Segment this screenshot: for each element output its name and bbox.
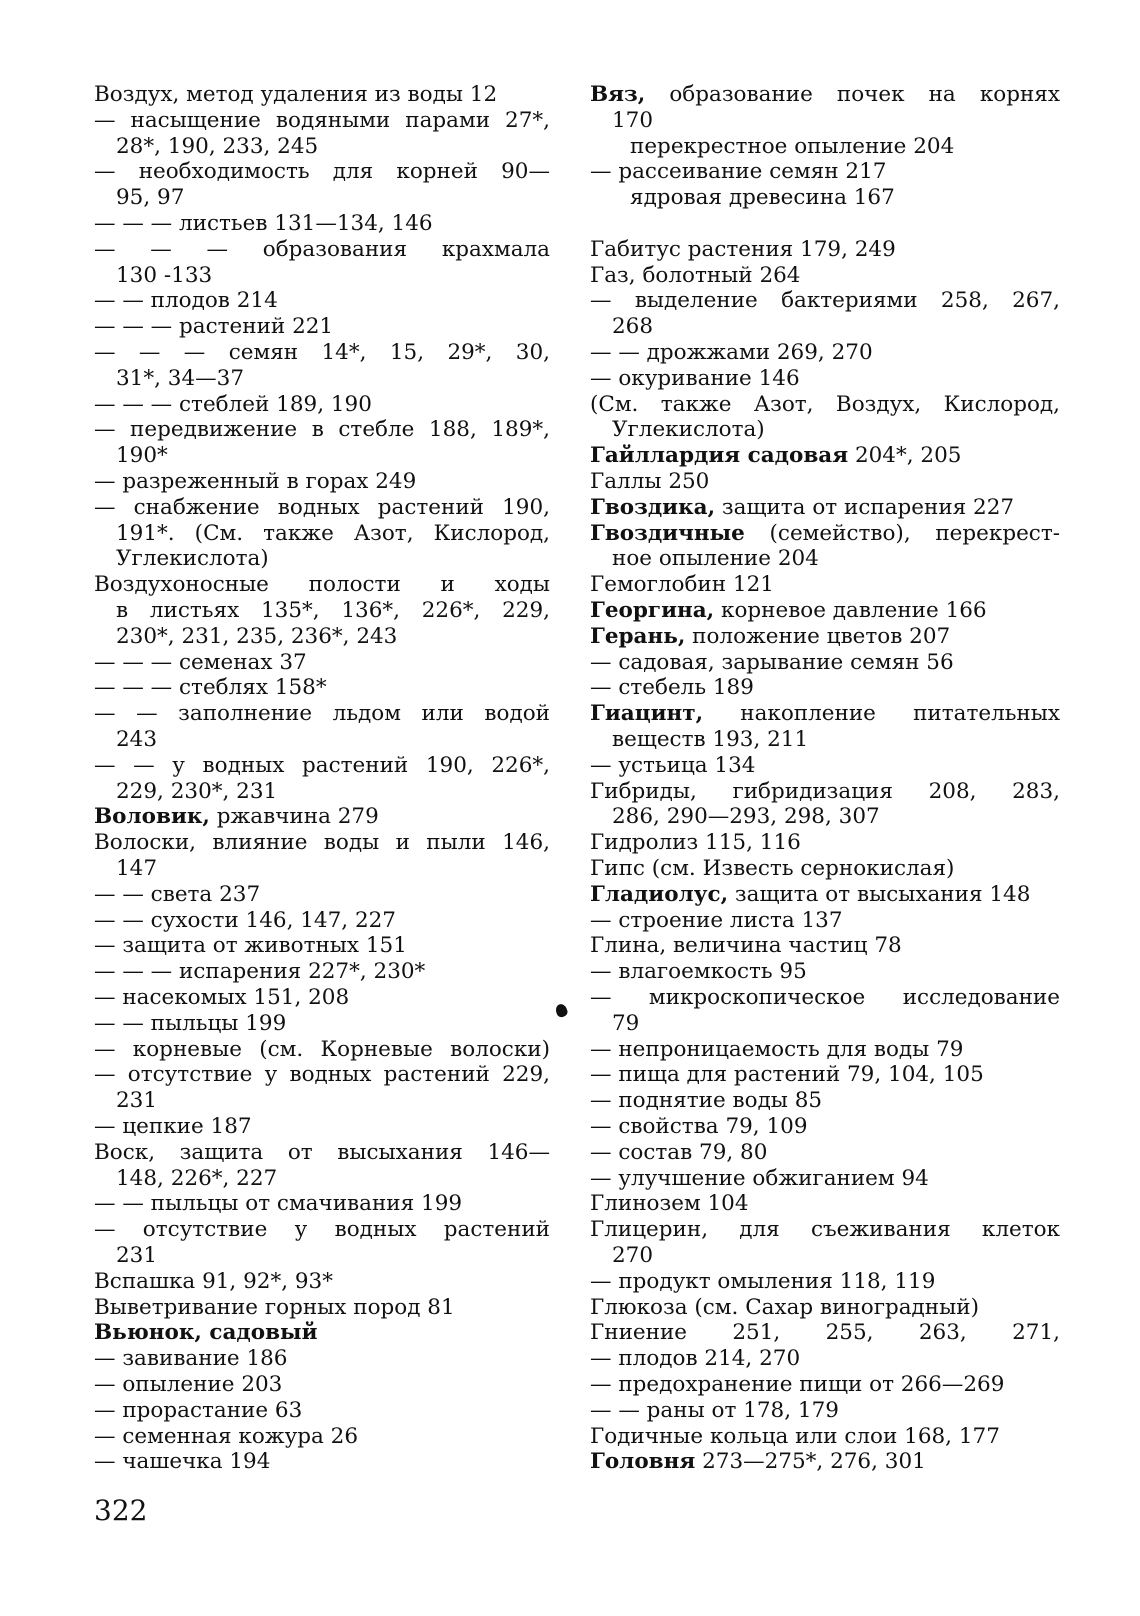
left-index-entry (94, 211, 550, 237)
entry-text: — опыление 203 (94, 1372, 283, 1397)
entry-text: — окуривание 146 (590, 365, 800, 391)
left-index-entry (94, 675, 550, 701)
entry-text: — устьица 134 (590, 752, 756, 778)
right-index-entry (590, 134, 1060, 160)
right-index-entry (590, 108, 1060, 134)
left-index-entry (94, 417, 550, 443)
right-index-entry (590, 288, 1060, 314)
entry-text: образование почек на корнях (645, 82, 1060, 107)
left-index-entry (94, 1037, 550, 1063)
left-index-entry (94, 830, 550, 856)
right-index-entry (590, 417, 1060, 443)
entry-text: — — — образования крахмала (94, 236, 550, 262)
entry-text: Глицерин, для съеживания клеток (590, 1217, 1060, 1243)
entry-text: — — заполнение льдом или водой (94, 701, 550, 727)
entry-text: — — — семян 14*, 15, 29*, 30, (94, 340, 550, 365)
entry-text: 130 -133 (116, 262, 213, 288)
left-index-entry (94, 882, 550, 908)
left-index-entry (94, 985, 550, 1011)
right-index-entry (590, 263, 1060, 289)
right-index-entry (590, 933, 1060, 959)
right-index-entry (590, 701, 1060, 727)
left-index-entry (94, 727, 550, 753)
entry-text: — — — стеблях 158* (94, 675, 327, 701)
right-index-entry (590, 1372, 1060, 1398)
right-index-entry (590, 1269, 1060, 1295)
entry-text: Газ, болотный 264 (590, 262, 801, 288)
entry-text: 270 (612, 1243, 654, 1268)
entry-text: — — — растений 221 (94, 314, 334, 340)
right-index-entry (590, 314, 1060, 340)
entry-text: (семейство), перекрест- (744, 520, 1060, 546)
entry-text: — отсутствие у водных растений (94, 1217, 550, 1243)
left-index-entry (94, 1449, 550, 1475)
right-index-entry (590, 1166, 1060, 1192)
entry-text: Годичные кольца или слои 168, 177 (590, 1423, 1000, 1449)
entry-text: Углекислота) (612, 417, 765, 443)
right-index-entry (590, 1449, 1060, 1475)
entry-text: — непроницаемость для воды 79 (590, 1036, 964, 1062)
right-index-entry (590, 340, 1060, 366)
left-index-entry (94, 1243, 550, 1269)
entry-text: Воск, защита от высыхания 146— (94, 1139, 550, 1165)
right-index-entry (590, 546, 1060, 572)
entry-text: — влагоемкость 95 (590, 959, 807, 985)
left-index-entry (94, 1320, 550, 1346)
right-index-entry (590, 908, 1060, 934)
left-index-entry (94, 804, 550, 830)
entry-text: 28*, 190, 233, 245 (116, 133, 319, 159)
entry-text: 204*, 205 (848, 443, 962, 469)
left-index-entry (94, 340, 550, 366)
entry-text: — снабжение водных растений 190, (94, 494, 550, 520)
entry-text: в листьях 135*, 136*, 226*, 229, (116, 598, 550, 623)
entry-text: 170 (612, 107, 654, 133)
entry-text: — строение листа 137 (590, 907, 843, 933)
entry-text: Глюкоза (см. Сахар виноградный) (590, 1294, 979, 1320)
entry-text: Гниение 251, 255, 263, 271, (590, 1320, 1060, 1346)
entry-text: — отсутствие у водных растений 229, (94, 1062, 550, 1088)
entry-text: — — — листьев 131—134, 146 (94, 211, 433, 236)
right-index-entry (590, 237, 1060, 263)
right-index-entry (590, 1346, 1060, 1372)
entry-text: Гибриды, гибридизация 208, 283, (590, 778, 1060, 804)
left-index-entry (94, 753, 550, 779)
left-index-entry (94, 1346, 550, 1372)
entry-text: — — — испарения 227*, 230* (94, 959, 426, 985)
entry-text: — микроскопическое исследование (590, 985, 1060, 1010)
entry-text: — необходимость для корней 90— (94, 159, 550, 185)
left-index-entry (94, 908, 550, 934)
right-index-entry (590, 650, 1060, 676)
left-index-entry (94, 469, 550, 495)
left-index-entry (94, 288, 550, 314)
entry-text: — — света 237 (94, 881, 261, 907)
entry-text: — защита от животных 151 (94, 933, 407, 959)
right-index-entry (590, 1243, 1060, 1269)
entry-text: 229, 230*, 231 (116, 778, 278, 804)
entry-text: Воздухоносные полости и ходы (94, 572, 550, 598)
entry-text: — стебель 189 (590, 675, 754, 701)
left-index-entry (94, 856, 550, 882)
right-index-entry (590, 159, 1060, 185)
entry-text: Глинозем 104 (590, 1191, 749, 1217)
left-index-entry (94, 959, 550, 985)
entry-headword: Вьюнок, садовый (94, 1320, 318, 1346)
right-index-entry (590, 572, 1060, 598)
entry-text: — свойства 79, 109 (590, 1114, 808, 1139)
right-index-entry (590, 1398, 1060, 1424)
right-index-entry (590, 856, 1060, 882)
entry-text: — улучшение обжиганием 94 (590, 1165, 929, 1191)
left-index-entry (94, 443, 550, 469)
entry-text: — завивание 186 (94, 1346, 288, 1372)
entry-headword: Георгина, (590, 598, 715, 623)
left-index-entry (94, 82, 550, 108)
entry-text: — корневые (см. Корневые волоски) (94, 1036, 550, 1062)
left-index-entry (94, 1114, 550, 1140)
entry-text: — пища для растений 79, 104, 105 (590, 1062, 984, 1088)
entry-text: — разреженный в горах 249 (94, 469, 417, 494)
left-index-entry (94, 314, 550, 340)
page-number: 322 (94, 1494, 148, 1527)
entry-text: — — плодов 214 (94, 288, 278, 314)
entry-text: Гемоглобин 121 (590, 572, 774, 598)
entry-text: ядровая древесина 167 (630, 185, 895, 211)
right-index-entry (590, 443, 1060, 469)
entry-text: — — пыльцы 199 (94, 1010, 287, 1036)
entry-text: — — раны от 178, 179 (590, 1397, 839, 1423)
left-index-entry (94, 134, 550, 160)
entry-text: — рассеивание семян 217 (590, 159, 887, 185)
entry-text: — семенная кожура 26 (94, 1423, 359, 1449)
right-index-entry (590, 1140, 1060, 1166)
left-index-entry (94, 933, 550, 959)
right-index-entry (590, 830, 1060, 856)
entry-text: — передвижение в стебле 188, 189*, (94, 417, 550, 443)
right-index-entry (590, 495, 1060, 521)
right-index-entry (590, 675, 1060, 701)
left-index-entry (94, 392, 550, 418)
entry-text: — состав 79, 80 (590, 1139, 768, 1165)
entry-text: Гипс (см. Известь сернокислая) (590, 856, 955, 881)
entry-headword: Гиацинт, (590, 701, 704, 727)
entry-text: — — дрожжами 269, 270 (590, 340, 873, 365)
left-index-entry (94, 1011, 550, 1037)
entry-text: Волоски, влияние воды и пыли 146, (94, 830, 550, 856)
entry-text: защита от высыхания 148 (728, 881, 1031, 907)
left-index-entry (94, 1166, 550, 1192)
entry-text: 148, 226*, 227 (116, 1165, 278, 1191)
left-index-entry (94, 1062, 550, 1088)
entry-text: перекрестное опыление 204 (630, 133, 955, 159)
entry-text: Глина, величина частиц 78 (590, 933, 902, 959)
right-index-entry (590, 1320, 1060, 1346)
right-index-entry (590, 211, 1060, 237)
left-index-entry (94, 185, 550, 211)
entry-text: 243 (116, 727, 158, 752)
left-index-entry (94, 1140, 550, 1166)
entry-headword: Вяз, (590, 82, 646, 107)
entry-text: — — пыльцы от смачивания 199 (94, 1191, 463, 1217)
left-index-entry (94, 779, 550, 805)
left-index-entry (94, 701, 550, 727)
entry-text: Углекислота) (116, 546, 269, 572)
right-index-entry (590, 1114, 1060, 1140)
entry-text: 231 (116, 1243, 158, 1268)
right-index-entry (590, 985, 1060, 1011)
right-index-entry (590, 1062, 1060, 1088)
entry-headword: Герань, (590, 623, 686, 649)
entry-text: — плодов 214, 270 (590, 1346, 801, 1372)
right-index-entry (590, 1217, 1060, 1243)
ink-blot (554, 1003, 568, 1019)
entry-text: 190* (116, 443, 168, 469)
entry-text: — — сухости 146, 147, 227 (94, 907, 396, 933)
right-index-entry (590, 1295, 1060, 1321)
entry-text: Воздух, метод удаления из воды 12 (94, 82, 498, 107)
entry-headword: Гайллардия садовая (590, 443, 849, 469)
entry-text: 268 (612, 314, 654, 340)
left-index-entry (94, 650, 550, 676)
entry-text: — предохранение пищи от 266—269 (590, 1372, 1005, 1397)
entry-text: 231 (116, 1088, 158, 1114)
entry-text: — насекомых 151, 208 (94, 985, 350, 1010)
left-index-entry (94, 624, 550, 650)
entry-text: — прорастание 63 (94, 1397, 303, 1423)
left-index-entry (94, 1424, 550, 1450)
entry-text: 147 (116, 856, 158, 881)
right-index-entry (590, 779, 1060, 805)
entry-text: Выветривание горных пород 81 (94, 1294, 455, 1320)
entry-text: — садовая, зарывание семян 56 (590, 649, 954, 675)
entry-headword: Головня (590, 1449, 696, 1475)
entry-text: — цепкие 187 (94, 1114, 252, 1139)
left-index-entry (94, 1191, 550, 1217)
right-index-entry (590, 753, 1060, 779)
entry-text: — выделение бактериями 258, 267, (590, 288, 1060, 314)
left-index-entry (94, 159, 550, 185)
left-index-entry (94, 495, 550, 521)
left-index-entry (94, 521, 550, 547)
right-index-entry (590, 1424, 1060, 1450)
left-index-entry (94, 1398, 550, 1424)
right-index-entry (590, 598, 1060, 624)
entry-text: 31*, 34—37 (116, 365, 244, 391)
entry-text: 230*, 231, 235, 236*, 243 (116, 623, 398, 649)
right-index-entry (590, 882, 1060, 908)
left-index-entry (94, 1217, 550, 1243)
entry-text: веществ 193, 211 (612, 727, 809, 752)
entry-text: 79 (612, 1010, 640, 1036)
entry-headword: Гвоздичные (590, 520, 745, 546)
entry-text: — — — стеблей 189, 190 (94, 391, 372, 417)
right-index-entry (590, 366, 1060, 392)
entry-text: 191*. (См. также Азот, Кислород, (116, 520, 550, 546)
entry-text: защита от испарения 227 (715, 494, 1015, 520)
left-index-entry (94, 1295, 550, 1321)
entry-text: 95, 97 (116, 185, 185, 211)
entry-text: — — у водных растений 190, 226*, (94, 752, 550, 778)
right-index-entry (590, 727, 1060, 753)
entry-headword: Гладиолус, (590, 881, 729, 907)
entry-headword: Воловик, (94, 804, 210, 830)
right-index-entry (590, 82, 1060, 108)
right-index-entry (590, 1191, 1060, 1217)
left-index-entry (94, 108, 550, 134)
entry-text: Галлы 250 (590, 469, 710, 494)
entry-text: Гидролиз 115, 116 (590, 830, 801, 856)
entry-text: положение цветов 207 (685, 623, 951, 649)
left-index-entry (94, 1269, 550, 1295)
entry-headword: Гвоздика, (590, 494, 716, 520)
left-index-entry (94, 546, 550, 572)
right-index-entry (590, 1011, 1060, 1037)
entry-text: Вспашка 91, 92*, 93* (94, 1268, 333, 1294)
entry-text: Габитус растения 179, 249 (590, 236, 896, 262)
right-index-entry (590, 185, 1060, 211)
right-index-entry (590, 1037, 1060, 1063)
entry-text: — продукт омыления 118, 119 (590, 1268, 936, 1294)
right-index-entry (590, 1088, 1060, 1114)
left-index-entry (94, 366, 550, 392)
entry-text: (См. также Азот, Воздух, Кислород, (590, 391, 1060, 417)
right-index-entry (590, 624, 1060, 650)
entry-text: 273—275*, 276, 301 (695, 1449, 926, 1475)
entry-text: ржавчина 279 (209, 804, 379, 830)
left-index-entry (94, 598, 550, 624)
entry-text: ное опыление 204 (612, 546, 819, 572)
entry-text: корневое давление 166 (714, 598, 987, 623)
left-index-entry (94, 1372, 550, 1398)
entry-text: — чашечка 194 (94, 1449, 271, 1475)
right-index-entry (590, 469, 1060, 495)
entry-text: — — — семенах 37 (94, 649, 307, 675)
right-index-entry (590, 392, 1060, 418)
left-index-entry (94, 263, 550, 289)
right-index-entry (590, 959, 1060, 985)
entry-text: — насыщение водяными парами 27*, (94, 107, 550, 133)
left-index-entry (94, 237, 550, 263)
right-index-entry (590, 804, 1060, 830)
entry-text: — поднятие воды 85 (590, 1088, 823, 1114)
entry-text: 286, 290—293, 298, 307 (612, 804, 880, 830)
entry-text: накопление питательных (703, 701, 1060, 727)
left-index-entry (94, 1088, 550, 1114)
right-index-entry (590, 521, 1060, 547)
left-index-entry (94, 572, 550, 598)
